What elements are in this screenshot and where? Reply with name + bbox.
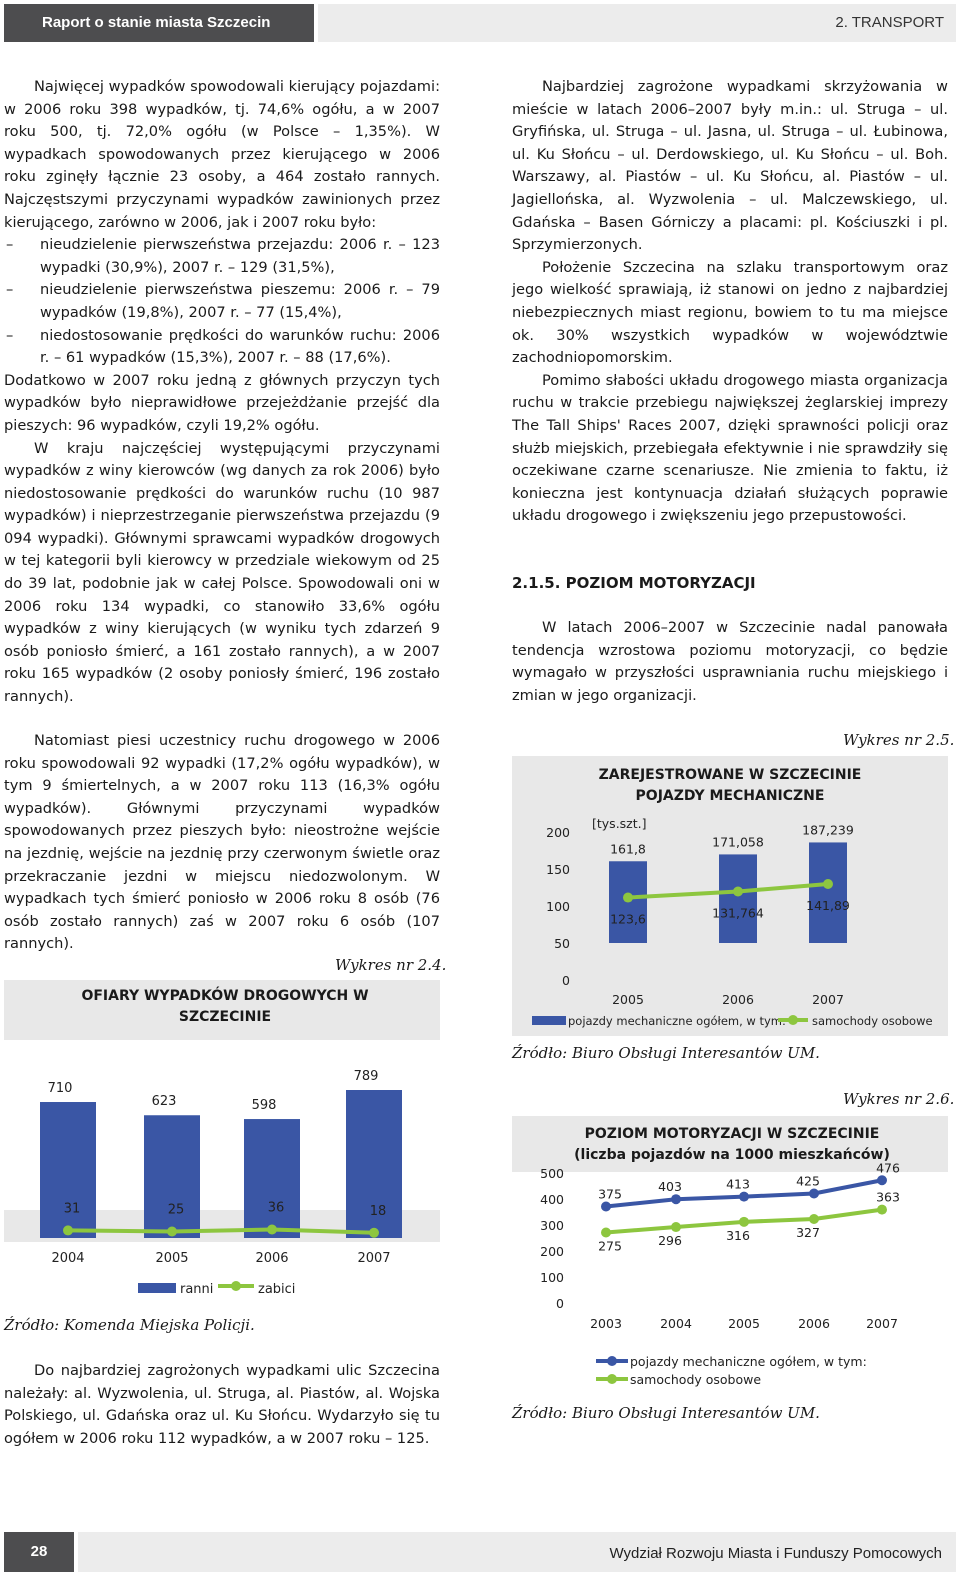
line-value-label: 275 — [598, 1238, 622, 1254]
legend-label: samochody osobowe — [630, 1372, 762, 1387]
paragraph: W kraju najczęściej występującymi przyczynami wypadków z winy kierowców (wg danych za rok 2006) było niedostosowanie prędkości do warunków ruchu (10 987 wypadków) i nieprzestrzeganie pierwszeństwa przejazdu (9 094 wypadki). Głównymi sprawcami wypadków drogowych w tej kategorii byli kierowcy w przedziale wiekowym od 25 do 39 lat, podobnie jak w całej Polsce. Spowodowali oni w 2006 roku 134 wypadki, co stanowiło 33,6% ogółu wypadków z winy kierujących (w wyniku tych zdarzeń 9 osób poniosło śmierć, a 161 zostało rannych), a w 2007 roku 165 wypadków (2 osoby poniosły śmierć, 196 zostało rannych). — [4, 439, 440, 706]
y-tick-label: 0 — [556, 1296, 564, 1311]
chart-motorization — [512, 1160, 948, 1408]
y-tick-label: 300 — [540, 1218, 564, 1233]
line-point — [671, 1194, 681, 1204]
chart-number: Wykres nr 2.5. — [843, 731, 955, 749]
line-point — [267, 1225, 277, 1235]
y-tick-label: 500 — [540, 1166, 564, 1181]
left-column-top — [4, 76, 440, 709]
list-item: – nieudzielenie pierwszeństwa pieszemu: 2006 r. – 79 wypadków (19,8%), 2007 r. – 77 (15,4%), — [4, 279, 440, 324]
line-point — [601, 1202, 611, 1212]
list-item: – nieudzielenie pierwszeństwa przejazdu: 2006 r. – 123 wypadki (30,9%), 2007 r. – 129 (31,5%), — [4, 234, 440, 279]
line-point — [809, 1214, 819, 1224]
line-value-label: 18 — [369, 1203, 387, 1219]
line-point — [601, 1228, 611, 1238]
bar-value-label: 161,8 — [610, 841, 646, 857]
left-column-bottom — [4, 1360, 440, 1450]
chart-casualties — [4, 1040, 440, 1310]
bar — [144, 1115, 200, 1238]
line-value-label: 413 — [726, 1176, 750, 1192]
bar-value-label: 171,058 — [712, 834, 764, 850]
bar — [40, 1102, 96, 1238]
y-tick-label: 100 — [540, 1270, 564, 1285]
left-column-middle — [4, 730, 440, 956]
line-value-label: 296 — [658, 1233, 682, 1249]
bar — [244, 1119, 300, 1238]
line-point — [877, 1175, 887, 1185]
header-section: 2. TRANSPORT — [318, 4, 956, 42]
line-value-label: 403 — [658, 1179, 682, 1195]
list-item: – niedostosowanie prędkości do warunków ruchu: 2006 r. – 61 wypadków (15,3%), 2007 r. – 88 (17,6%). — [4, 325, 440, 370]
line-value-label: 425 — [796, 1173, 820, 1189]
paragraph: Położenie Szczecina na szlaku transportowym oraz jego wielkość sprawiają, iż stanowi on jedno z najbardziej niebezpiecznych miast regionu, bowiem to tu ma miejsce ok. 30% wszystkich wypadków w województwie zachodniopomorskim. — [512, 258, 948, 367]
line-point — [809, 1189, 819, 1199]
y-tick-label: 100 — [546, 899, 570, 914]
line-point — [733, 886, 743, 896]
paragraph: Natomiast piesi uczestnicy ruchu drogowego w 2006 roku spowodowali 92 wypadki (17,2% ogółu wypadków), w tym 9 śmiertelnych, a w 2007 roku 113 (16,3% ogółu wypadków). Głównymi przyczynami wypadków spowodowanych przez pieszych było: nieostrożne wejście na jezdnię, wejście na jezdnię przy czerwonym świetle oraz przekraczanie jezdni w miejscu niedozwolonym. W wypadkach tych śmierć poniosło w 2006 roku 8 osób (76 osób zostało rannych) zaś w 2007 roku 6 osób (107 rannych). — [4, 732, 440, 953]
bar-value-label: 710 — [47, 1081, 73, 1097]
paragraph: Najbardziej zagrożone wypadkami skrzyżowania w mieście w latach 2006–2007 były m.in.: ul. Struga – ul. Gryfińska, ul. Struga – ul. Jasna, ul. Struga – ul. Łubinowa, ul. Ku Słońcu – ul. Derdowskiego, ul. Ku Słońcu – ul. Boh. Warszawy, al. Piastów – ul. Ku Słońcu, al. Piastów – ul. Jagiellońska, al. Wyzwolenia – ul. Malczewskiego, ul. Gdańska – Basen Górniczy a placami: pl. Kościuszki i pl. Sprzymierzonych. — [512, 78, 948, 254]
right-column-text — [512, 76, 948, 528]
legend-label-zabici: zabici — [258, 1282, 296, 1297]
y-tick-label: 200 — [546, 825, 570, 840]
line-point — [877, 1205, 887, 1215]
right-column-text-2 — [512, 617, 948, 707]
line-point — [671, 1222, 681, 1232]
chart-title: ZAREJESTROWANE W SZCZECINIE POJAZDY MECHANICZNE — [598, 767, 862, 804]
line-value-label: 25 — [167, 1202, 185, 1218]
line-point — [739, 1192, 749, 1202]
line-value-label: 327 — [796, 1224, 820, 1240]
line-value-label: 375 — [598, 1186, 622, 1202]
line-value-label: 363 — [876, 1189, 900, 1205]
legend-marker — [607, 1356, 617, 1366]
line-point — [167, 1227, 177, 1237]
unit-label: [tys.szt.] — [592, 816, 647, 831]
legend-marker-zabici — [231, 1281, 241, 1291]
page-number: 28 — [4, 1532, 74, 1572]
paragraph: W latach 2006–2007 w Szczecinie nadal panowała tendencja wzrostowa poziomu motoryzacji, co będzie wymagało w przyszłości usprawniania ruchu miejskiego i zmian w jego organizacji. — [512, 619, 948, 704]
legend-label-pojazdy: pojazdy mechaniczne ogółem, w tym: — [568, 1014, 786, 1028]
legend-marker — [607, 1374, 617, 1384]
line-point — [623, 893, 633, 903]
x-tick-label: 2005 — [155, 1251, 189, 1266]
x-tick-label: 2006 — [722, 992, 754, 1007]
x-tick-label: 2003 — [590, 1316, 622, 1331]
header-report-title: Raport o stanie miasta Szczecin — [4, 4, 314, 42]
legend-label: pojazdy mechaniczne ogółem, w tym: — [630, 1354, 867, 1369]
line-point — [823, 879, 833, 889]
series-line-zabici — [68, 1230, 374, 1233]
y-tick-label: 150 — [546, 862, 570, 877]
y-tick-label: 200 — [540, 1244, 564, 1259]
chart-title: POZIOM MOTORYZACJI W SZCZECINIE (liczba pojazdów na 1000 mieszkańców) — [574, 1126, 890, 1163]
bar-value-label: 187,239 — [802, 822, 854, 838]
chart-source: Źródło: Biuro Obsługi Interesantów UM. — [512, 1404, 820, 1422]
bar — [719, 854, 757, 943]
line-value-label: 123,6 — [610, 911, 646, 927]
x-tick-label: 2007 — [357, 1251, 391, 1266]
bar-value-label: 623 — [151, 1094, 177, 1110]
legend-swatch-pojazdy — [532, 1016, 566, 1025]
x-tick-label: 2006 — [255, 1251, 289, 1266]
line-value-label: 36 — [267, 1200, 285, 1216]
line-value-label: 141,89 — [806, 898, 850, 914]
x-tick-label: 2007 — [812, 992, 844, 1007]
paragraph: Najwięcej wypadków spowodowali kierujący pojazdami: w 2006 roku 398 wypadków, tj. 74,6% ogółu, a w 2007 roku 500, tj. 72,0% ogółu (w Polsce – 1,35%). W wypadkach spowodowanych przez kierującego w 2006 roku zginęły łącznie 23 osoby, a 464 zostało rannych. Najczęstszymi przyczynami wypadków zawinionych przez kierującego, zarówno w 2006, jak i 2007 roku było: — [4, 78, 440, 231]
chart-source: Źródło: Komenda Miejska Policji. — [4, 1316, 255, 1334]
section-heading: 2.1.5. POZIOM MOTORYZACJI — [512, 574, 756, 592]
legend-label-ranni: ranni — [180, 1282, 214, 1297]
line-point — [739, 1217, 749, 1227]
legend-swatch-ranni — [138, 1283, 176, 1293]
x-tick-label: 2005 — [728, 1316, 760, 1331]
bar-value-label: 789 — [353, 1069, 379, 1084]
paragraph: Dodatkowo w 2007 roku jedną z głównych przyczyn tych wypadków było nieprawidłowe przejeżdżanie przejść dla pieszych: 96 wypadków, czyli 19,2% ogółu. — [4, 371, 440, 434]
x-tick-label: 2006 — [798, 1316, 830, 1331]
line-value-label: 31 — [63, 1201, 81, 1217]
line-value-label: 316 — [726, 1227, 750, 1243]
line-point — [63, 1225, 73, 1235]
paragraph: Do najbardziej zagrożonych wypadkami ulic Szczecina należały: al. Wyzwolenia, ul. Struga, al. Piastów, al. Wojska Polskiego, ul. Gdańska oraz ul. Ku Słońcu. Wydarzyło się tu ogółem w 2006 roku 112 wypadków, a w 2007 roku – 125. — [4, 1362, 440, 1447]
x-tick-label: 2007 — [866, 1316, 898, 1331]
line-point — [369, 1228, 379, 1238]
y-tick-label: 0 — [562, 973, 570, 988]
chart-number: Wykres nr 2.6. — [843, 1090, 955, 1108]
line-value-label: 131,764 — [712, 905, 764, 921]
x-tick-label: 2004 — [660, 1316, 692, 1331]
y-tick-label: 400 — [540, 1192, 564, 1207]
paragraph: Pomimo słabości układu drogowego miasta organizacja ruchu w trakcie przebiegu największej żeglarskiej imprezy The Tall Ships' Races 2007, dzięki sprawności policji oraz służb miejskich, przebiegała efektywnie i nie sprawdziły się oczekiwane czarne scenariusze. Nie zmienia to faktu, iż konieczna jest kontynuacja działań służących poprawie układu drogowego i zwiększeniu jego przepustowości. — [512, 371, 948, 525]
x-tick-label: 2005 — [612, 992, 644, 1007]
legend-label-samochody: samochody osobowe — [812, 1014, 933, 1028]
legend-marker-samochody — [788, 1015, 798, 1025]
line-value-label: 476 — [876, 1160, 900, 1176]
chart-vehicles — [512, 806, 948, 1036]
chart-number: Wykres nr 2.4. — [335, 956, 447, 974]
chart-title: OFIARY WYPADKÓW DROGOWYCH W SZCZECINIE — [81, 988, 369, 1025]
bar — [809, 842, 847, 943]
y-tick-label: 50 — [554, 936, 570, 951]
chart-source: Źródło: Biuro Obsługi Interesantów UM. — [512, 1044, 820, 1062]
x-tick-label: 2004 — [51, 1251, 85, 1266]
footer-department: Wydział Rozwoju Miasta i Funduszy Pomocowych — [78, 1532, 956, 1572]
bar-value-label: 598 — [251, 1098, 277, 1114]
